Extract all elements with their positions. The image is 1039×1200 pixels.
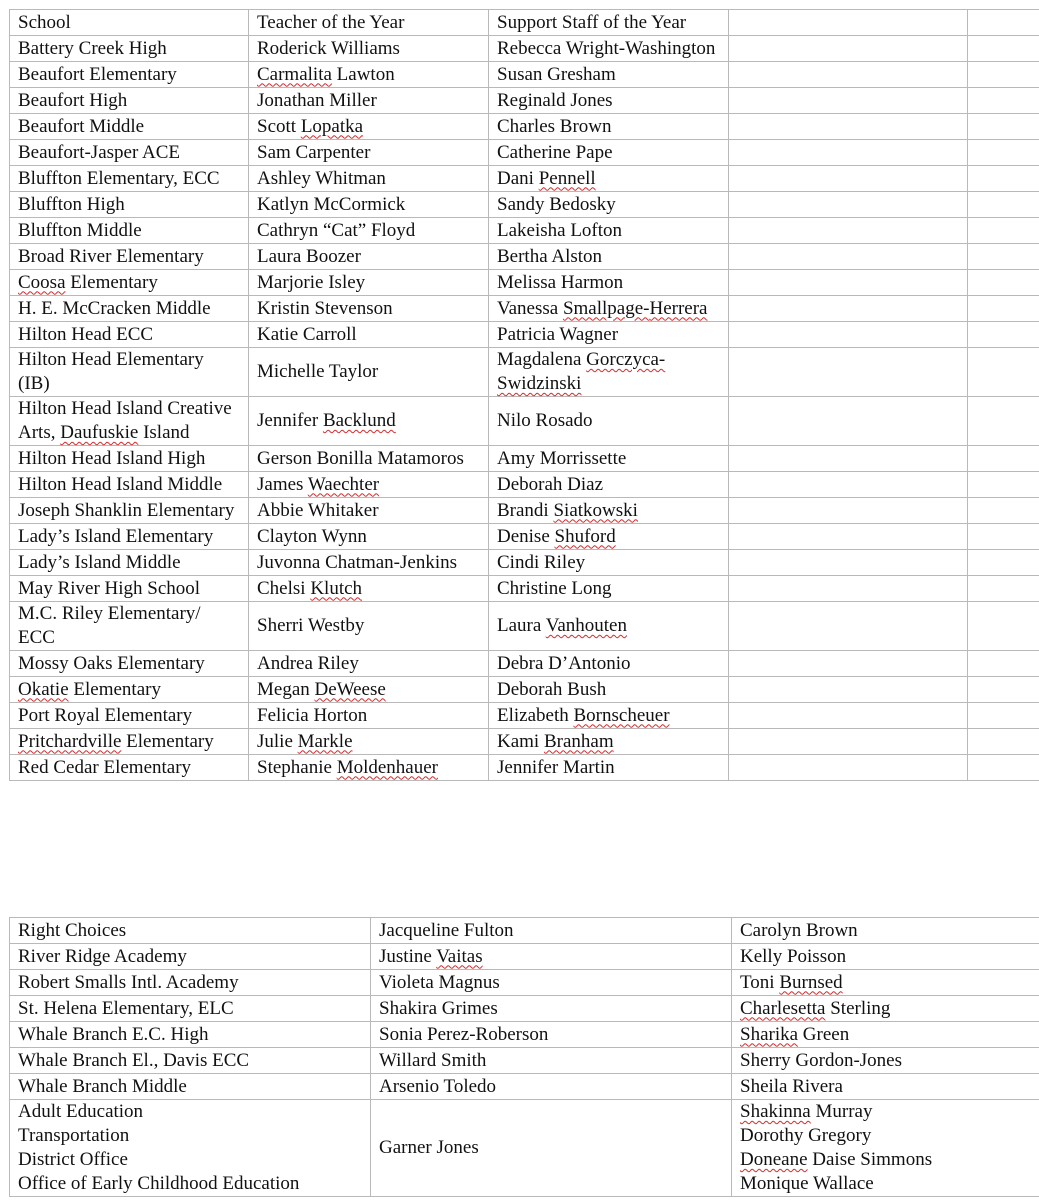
table-row <box>10 703 1039 729</box>
support-cell: Laura Vanhouten <box>489 602 729 651</box>
support-cell: Charlesetta Sterling <box>732 996 1039 1022</box>
support-cell: Sherry Gordon-Jones <box>732 1048 1039 1074</box>
empty-cell <box>729 498 968 524</box>
support-cell: Lakeisha Lofton <box>489 218 729 244</box>
table-row <box>10 140 1039 166</box>
teacher-cell: Chelsi Klutch <box>249 576 489 602</box>
teacher-cell: Andrea Riley <box>249 651 489 677</box>
school-cell: Hilton Head Island High <box>10 446 249 472</box>
empty-cell <box>729 472 968 498</box>
teacher-cell: Violeta Magnus <box>371 970 732 996</box>
table-row <box>10 755 1039 781</box>
empty-cell <box>729 114 968 140</box>
support-cell: Denise Shuford <box>489 524 729 550</box>
table-row <box>10 244 1039 270</box>
school-cell: Whale Branch E.C. High <box>10 1022 371 1048</box>
empty-cell <box>729 602 968 651</box>
teacher-cell: Gerson Bonilla Matamoros <box>249 446 489 472</box>
teacher-cell: Garner Jones <box>371 1100 732 1197</box>
school-cell: Bluffton High <box>10 192 249 218</box>
school-cell: St. Helena Elementary, ELC <box>10 996 371 1022</box>
support-cell: Susan Gresham <box>489 62 729 88</box>
table-row <box>10 996 1039 1022</box>
table-row <box>10 218 1039 244</box>
school-cell: May River High School <box>10 576 249 602</box>
table-row <box>10 524 1039 550</box>
empty-cell <box>729 218 968 244</box>
support-cell: Debra D’Antonio <box>489 651 729 677</box>
teacher-cell: Julie Markle <box>249 729 489 755</box>
support-cell: Catherine Pape <box>489 140 729 166</box>
table-row <box>10 192 1039 218</box>
table-row <box>10 62 1039 88</box>
table-row <box>10 729 1039 755</box>
teacher-cell: Cathryn “Cat” Floyd <box>249 218 489 244</box>
empty-cell <box>968 677 1039 703</box>
school-cell: Coosa Elementary <box>10 270 249 296</box>
school-cell: Robert Smalls Intl. Academy <box>10 970 371 996</box>
empty-cell <box>968 524 1039 550</box>
support-cell: Patricia Wagner <box>489 322 729 348</box>
empty-cell <box>968 703 1039 729</box>
school-cell: Bluffton Elementary, ECC <box>10 166 249 192</box>
header-teacher: Teacher of the Year <box>249 10 489 36</box>
table-row-grouped <box>10 1100 1039 1197</box>
table-row <box>10 1074 1039 1100</box>
school-cell: M.C. Riley Elementary/ ECC <box>10 602 249 651</box>
school-cell: Lady’s Island Elementary <box>10 524 249 550</box>
teacher-cell: Scott Lopatka <box>249 114 489 140</box>
school-cell: Beaufort High <box>10 88 249 114</box>
support-line: Dorothy Gregory <box>740 1125 872 1146</box>
empty-cell <box>729 36 968 62</box>
teacher-cell: Ashley Whitman <box>249 166 489 192</box>
table-row <box>10 88 1039 114</box>
header-support: Support Staff of the Year <box>489 10 729 36</box>
empty-cell <box>968 446 1039 472</box>
school-cell: Port Royal Elementary <box>10 703 249 729</box>
empty-cell <box>968 62 1039 88</box>
teacher-cell: Katlyn McCormick <box>249 192 489 218</box>
teacher-cell: Justine Vaitas <box>371 944 732 970</box>
teacher-cell: Willard Smith <box>371 1048 732 1074</box>
empty-cell <box>729 244 968 270</box>
empty-cell <box>729 62 968 88</box>
empty-cell <box>729 576 968 602</box>
empty-cell <box>729 348 968 397</box>
teacher-cell: Sherri Westby <box>249 602 489 651</box>
school-line: District Office <box>18 1149 128 1170</box>
school-line: Office of Early Childhood Education <box>18 1173 300 1194</box>
support-cell: Jennifer Martin <box>489 755 729 781</box>
school-cell: H. E. McCracken Middle <box>10 296 249 322</box>
school-cell: Hilton Head Island Creative Arts, Daufuskie Island <box>10 397 249 446</box>
school-cell: Beaufort-Jasper ACE <box>10 140 249 166</box>
teacher-cell: Megan DeWeese <box>249 677 489 703</box>
empty-cell <box>968 755 1039 781</box>
school-cell: Broad River Elementary <box>10 244 249 270</box>
support-cell: Carolyn Brown <box>732 918 1039 944</box>
school-cell: Hilton Head ECC <box>10 322 249 348</box>
school-line: Transportation <box>18 1125 130 1146</box>
school-cell: Whale Branch El., Davis ECC <box>10 1048 371 1074</box>
school-cell: Okatie Elementary <box>10 677 249 703</box>
table-row <box>10 36 1039 62</box>
empty-cell <box>729 651 968 677</box>
support-cell: Melissa Harmon <box>489 270 729 296</box>
empty-cell <box>968 729 1039 755</box>
empty-cell <box>968 602 1039 651</box>
support-cell: Deborah Bush <box>489 677 729 703</box>
school-cell: Joseph Shanklin Elementary <box>10 498 249 524</box>
empty-cell <box>729 729 968 755</box>
school-cell: Right Choices <box>10 918 371 944</box>
empty-cell <box>968 397 1039 446</box>
table-row <box>10 472 1039 498</box>
school-cell: Whale Branch Middle <box>10 1074 371 1100</box>
teacher-cell: Clayton Wynn <box>249 524 489 550</box>
school-cell: River Ridge Academy <box>10 944 371 970</box>
teacher-cell: Kristin Stevenson <box>249 296 489 322</box>
empty-cell <box>968 140 1039 166</box>
support-cell: Vanessa Smallpage-Herrera <box>489 296 729 322</box>
support-line: Monique Wallace <box>740 1173 874 1194</box>
empty-cell <box>729 677 968 703</box>
empty-cell <box>968 166 1039 192</box>
teacher-cell: Felicia Horton <box>249 703 489 729</box>
empty-cell <box>729 270 968 296</box>
support-cell: Amy Morrissette <box>489 446 729 472</box>
table-row <box>10 677 1039 703</box>
support-cell: Magdalena Gorczyca-Swidzinski <box>489 348 729 397</box>
empty-cell <box>729 397 968 446</box>
table-row <box>10 498 1039 524</box>
support-cell: Rebecca Wright-Washington <box>489 36 729 62</box>
empty-cell <box>968 114 1039 140</box>
empty-cell <box>968 218 1039 244</box>
empty-cell <box>968 10 1039 36</box>
empty-cell <box>729 88 968 114</box>
awards-table-continued <box>9 917 1039 1197</box>
teacher-cell: Laura Boozer <box>249 244 489 270</box>
support-cell: Toni Burnsed <box>732 970 1039 996</box>
empty-cell <box>968 322 1039 348</box>
table-row <box>10 944 1039 970</box>
empty-cell <box>968 348 1039 397</box>
empty-cell <box>968 192 1039 218</box>
support-cell: Dani Pennell <box>489 166 729 192</box>
support-cell: Kelly Poisson <box>732 944 1039 970</box>
table-row <box>10 114 1039 140</box>
teacher-cell: Shakira Grimes <box>371 996 732 1022</box>
support-cell: Sheila Rivera <box>732 1074 1039 1100</box>
table-row <box>10 576 1039 602</box>
empty-cell <box>968 498 1039 524</box>
empty-cell <box>729 755 968 781</box>
teacher-cell: Abbie Whitaker <box>249 498 489 524</box>
table-row <box>10 166 1039 192</box>
table-row <box>10 918 1039 944</box>
table-row <box>10 322 1039 348</box>
support-cell: Sharika Green <box>732 1022 1039 1048</box>
empty-cell <box>968 472 1039 498</box>
empty-cell <box>729 446 968 472</box>
empty-cell <box>729 322 968 348</box>
teacher-cell: Jacqueline Fulton <box>371 918 732 944</box>
empty-cell <box>729 550 968 576</box>
support-cell: Bertha Alston <box>489 244 729 270</box>
header-school: School <box>10 10 249 36</box>
school-cell: Pritchardville Elementary <box>10 729 249 755</box>
teacher-cell: Sonia Perez-Roberson <box>371 1022 732 1048</box>
support-cell-group <box>732 1100 1039 1197</box>
empty-cell <box>729 703 968 729</box>
teacher-cell: Sam Carpenter <box>249 140 489 166</box>
table-header-row <box>10 10 1039 36</box>
table-row <box>10 296 1039 322</box>
awards-table <box>9 9 1039 781</box>
table-row <box>10 1022 1039 1048</box>
empty-cell <box>968 270 1039 296</box>
table-row <box>10 397 1039 446</box>
school-cell: Lady’s Island Middle <box>10 550 249 576</box>
school-cell: Beaufort Middle <box>10 114 249 140</box>
empty-cell <box>968 244 1039 270</box>
table-row <box>10 270 1039 296</box>
teacher-cell: Jonathan Miller <box>249 88 489 114</box>
school-cell-group <box>10 1100 371 1197</box>
empty-cell <box>968 88 1039 114</box>
empty-cell <box>729 166 968 192</box>
teacher-cell: Marjorie Isley <box>249 270 489 296</box>
empty-cell <box>968 576 1039 602</box>
support-line: Shakinna Murray <box>740 1101 873 1122</box>
school-cell: Hilton Head Island Middle <box>10 472 249 498</box>
school-cell: Bluffton Middle <box>10 218 249 244</box>
empty-cell <box>729 10 968 36</box>
school-cell: Red Cedar Elementary <box>10 755 249 781</box>
support-cell: Nilo Rosado <box>489 397 729 446</box>
support-cell: Kami Branham <box>489 729 729 755</box>
empty-cell <box>968 550 1039 576</box>
support-cell: Brandi Siatkowski <box>489 498 729 524</box>
teacher-cell: James Waechter <box>249 472 489 498</box>
table-row <box>10 446 1039 472</box>
support-cell: Cindi Riley <box>489 550 729 576</box>
table-row <box>10 550 1039 576</box>
empty-cell <box>729 296 968 322</box>
table-row <box>10 1048 1039 1074</box>
empty-cell <box>729 192 968 218</box>
empty-cell <box>729 524 968 550</box>
empty-cell <box>968 36 1039 62</box>
table-row <box>10 651 1039 677</box>
support-cell: Elizabeth Bornscheuer <box>489 703 729 729</box>
support-cell: Deborah Diaz <box>489 472 729 498</box>
support-cell: Charles Brown <box>489 114 729 140</box>
school-cell: Beaufort Elementary <box>10 62 249 88</box>
support-cell: Sandy Bedosky <box>489 192 729 218</box>
empty-cell <box>729 140 968 166</box>
teacher-cell: Jennifer Backlund <box>249 397 489 446</box>
teacher-cell: Katie Carroll <box>249 322 489 348</box>
school-cell: Mossy Oaks Elementary <box>10 651 249 677</box>
school-cell: Battery Creek High <box>10 36 249 62</box>
teacher-cell: Arsenio Toledo <box>371 1074 732 1100</box>
teacher-cell: Carmalita Lawton <box>249 62 489 88</box>
table-row <box>10 602 1039 651</box>
table-row <box>10 970 1039 996</box>
table-row <box>10 348 1039 397</box>
support-cell: Christine Long <box>489 576 729 602</box>
empty-cell <box>968 296 1039 322</box>
support-cell: Reginald Jones <box>489 88 729 114</box>
teacher-cell: Michelle Taylor <box>249 348 489 397</box>
teacher-cell: Juvonna Chatman-Jenkins <box>249 550 489 576</box>
support-line: Doneane Daise Simmons <box>740 1149 933 1170</box>
school-line: Adult Education <box>18 1101 144 1122</box>
school-cell: Hilton Head Elementary (IB) <box>10 348 249 397</box>
teacher-cell: Roderick Williams <box>249 36 489 62</box>
empty-cell <box>968 651 1039 677</box>
teacher-cell: Stephanie Moldenhauer <box>249 755 489 781</box>
